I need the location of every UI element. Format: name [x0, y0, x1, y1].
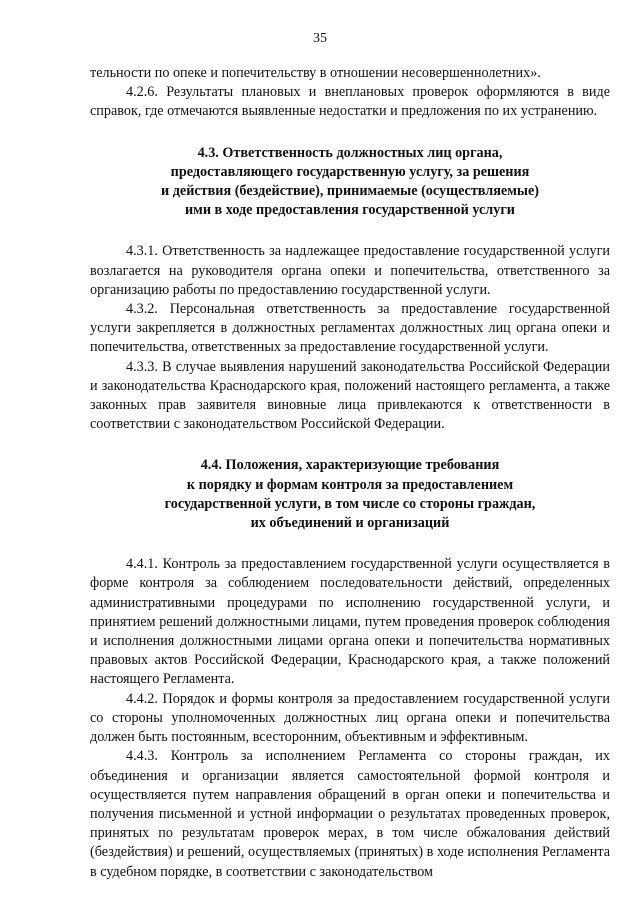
document-body	[90, 64, 610, 882]
paragraph-4-4-3: 4.4.3. Контроль за исполнением Регламента со стороны граждан, их объединения и организации является самостоятельной формой контроля и осуществляется путем направления обращений в орган опеки и попечительства и получения письменной и устной информации о результатах проведенных проверок, принятых по результатам проверок мерах, в том числе обжалования действий (бездействия) и решений, осуществляемых (принятых) в ходе исполнения Регламента в судебном порядке, в соответствии с законодательством	[90, 748, 610, 880]
paragraph-4-4-2: 4.4.2. Порядок и формы контроля за предоставлением государственной услуги со стороны уполномоченных должностных лиц органа опеки и попечительства должен быть постоянным, всесторонним, объективным и эффективным.	[90, 690, 610, 746]
paragraph-4-4-1: 4.4.1. Контроль за предоставлением государственной услуги осуществляется в форме контроля за соблюдением последовательности действий, определенных административными процедурами по исполнению государственной услуги, и принятием решений должностными лицами, путем проведения проверок соблюдения и исполнения должностными лицами органа опеки и попечительства нормативных правовых актов Российской Федерации, Краснодарского края, а также положений настоящего Регламента.	[90, 556, 610, 688]
paragraph-continuation: тельности по опеке и попечительству в отношении несовершеннолетних».	[90, 65, 541, 81]
heading-line: предоставляющего государственную услугу, за решения	[170, 163, 530, 180]
paragraph-4-3-1: 4.3.1. Ответственность за надлежащее предоставление государственной услуги возлагается на руководителя органа опеки и попечительства, ответственного за организацию работы по предоставлению государственной услуги.	[90, 243, 610, 298]
section-heading-4-3	[90, 144, 610, 221]
paragraph-4-3-3: 4.3.3. В случае выявления нарушений законодательства Российской Федерации и законодательства Краснодарского края, положений настоящего регламента, а также законных прав заявителя виновные лица привлекаются к ответственности в соответствии с законодательством Российской Федерации.	[90, 358, 610, 433]
heading-line: 4.3. Ответственность должностных лиц органа,	[197, 144, 503, 161]
paragraph-4-2-6: 4.2.6. Результаты плановых и внеплановых проверок оформляются в виде справок, где отмечаются выявленные недостатки и предложения по их устранению.	[90, 84, 610, 120]
heading-line: государственной услуги, в том числе со стороны граждан,	[164, 495, 536, 512]
heading-line: их объединений и организаций	[250, 515, 450, 532]
paragraph-4-3-2: 4.3.2. Персональная ответственность за предоставление государственной услуги закрепляется в должностных регламентах должностных лиц органа опеки и попечительства, ответственных за предоставление государственной услуги.	[90, 301, 610, 356]
heading-line: 4.4. Положения, характеризующие требования	[200, 457, 500, 474]
section-heading-4-4	[90, 456, 610, 533]
heading-line: и действия (бездействие), принимаемые (осуществляемые)	[161, 183, 539, 200]
heading-line: ими в ходе предоставления государственной услуги	[185, 202, 515, 219]
page-number: 35	[313, 31, 327, 46]
heading-line: к порядку и формам контроля за предоставлением	[186, 476, 514, 493]
